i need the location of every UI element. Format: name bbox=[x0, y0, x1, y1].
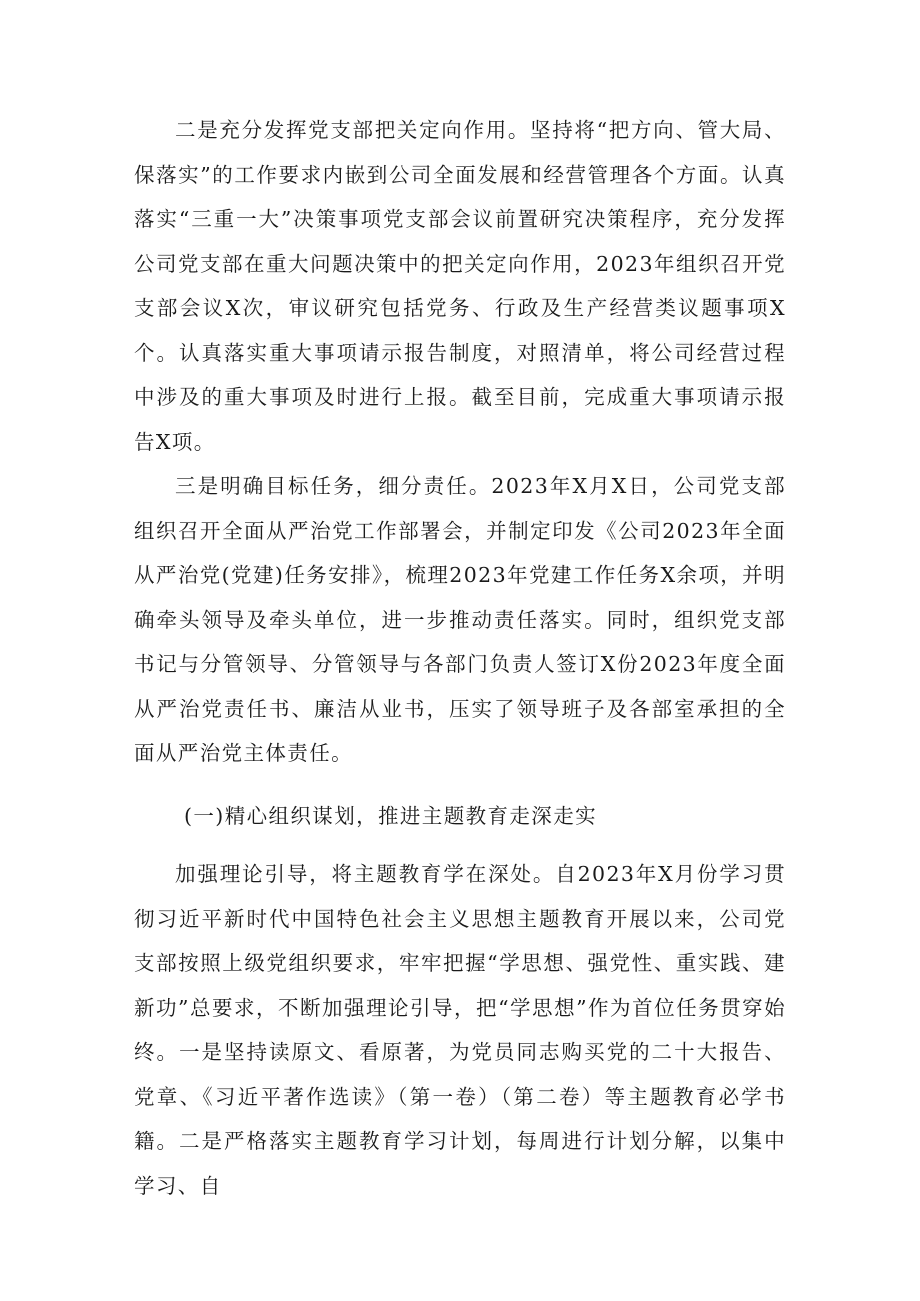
section-heading: (一)精心组织谋划，推进主题教育走深走实 bbox=[184, 803, 597, 828]
document-body bbox=[134, 108, 786, 1208]
paragraph-targets-responsibilities: 三是明确目标任务，细分责任。2023年X月X日，公司党支部组织召开全面从严治党工作部署会，并制定印发《公司2023年全面从严治党(党建)任务安排》，梳理2023年党建工作任务X余项，并明确牵头领导及牵头单位，进一步推动责任落实。同时，组织党支部书记与分管领导、分管领导与各部门负责人签订X份2023年度全面从严治党责任书、廉洁从业书，压实了领导班子及各部室承担的全面从严治党主体责任。 bbox=[134, 474, 786, 765]
paragraph-theoretical-guidance: 加强理论引导，将主题教育学在深处。自2023年X月份学习贯彻习近平新时代中国特色社会主义思想主题教育开展以来，公司党支部按照上级党组织要求，牢牢把握“学思想、强党性、重实践、建新功”总要求，不断加强理论引导，把“学思想”作为首位任务贯穿始终。一是坚持读原文、看原著，为党员同志购买党的二十大报告、党章、《习近平著作选读》（第一卷）（第二卷）等主题教育必学书籍。二是严格落实主题教育学习计划，每周进行计划分解，以集中学习、自 bbox=[134, 862, 786, 1198]
paragraph-party-branch-role: 二是充分发挥党支部把关定向作用。坚持将“把方向、管大局、保落实”的工作要求内嵌到公司全面发展和经营管理各个方面。认真落实“三重一大”决策事项党支部会议前置研究决策程序，充分发挥公司党支部在重大问题决策中的把关定向作用，2023年组织召开党支部会议X次，审议研究包括党务、行政及生产经营类议题事项X个。认真落实重大事项请示报告制度，对照清单，将公司经营过程中涉及的重大事项及时进行上报。截至目前，完成重大事项请示报告X项。 bbox=[134, 118, 786, 454]
